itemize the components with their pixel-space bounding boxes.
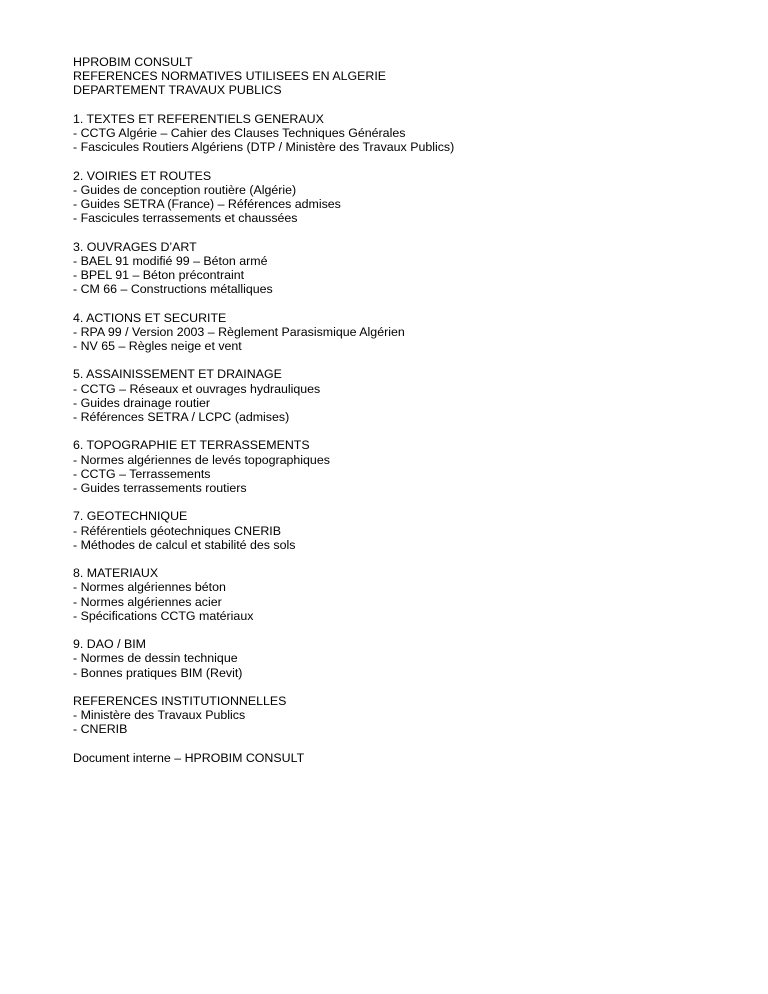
department-name: DEPARTEMENT TRAVAUX PUBLICS: [73, 83, 282, 98]
list-item: - NV 65 – Règles neige et vent: [73, 339, 242, 353]
list-item: - Normes de dessin technique: [73, 651, 238, 666]
section-heading: REFERENCES INSTITUTIONNELLES: [73, 693, 287, 708]
list-item: - Normes algériennes acier: [73, 594, 222, 609]
list-item: - Normes algériennes de levés topographiques: [73, 452, 330, 467]
document-title: REFERENCES NORMATIVES UTILISEES EN ALGERIE: [73, 69, 387, 84]
section-heading: 8. MATERIAUX: [73, 566, 159, 581]
section-references-institutionnelles: [73, 694, 733, 737]
list-item: - Fascicules terrassements et chaussées: [73, 211, 298, 226]
list-item: - CM 66 – Constructions métalliques: [73, 282, 273, 297]
section-heading: 9. DAO / BIM: [73, 637, 146, 652]
section-assainissement-drainage: [73, 367, 733, 424]
section-ouvrages-art: [73, 240, 733, 297]
section-heading: 6. TOPOGRAPHIE ET TERRASSEMENTS: [73, 438, 310, 453]
list-item: - Bonnes pratiques BIM (Revit): [73, 665, 243, 680]
document-page: [73, 55, 733, 765]
list-item: - BAEL 91 modifié 99 – Béton armé: [73, 253, 268, 268]
section-heading: 7. GEOTECHNIQUE: [73, 509, 188, 524]
section-heading: 4. ACTIONS ET SECURITE: [73, 310, 227, 325]
list-item: - CCTG – Réseaux et ouvrages hydrauliques: [73, 381, 321, 396]
list-item: - BPEL 91 – Béton précontraint: [73, 268, 245, 282]
list-item: - Guides de conception routière (Algérie): [73, 182, 297, 197]
document-header: [73, 55, 733, 98]
section-actions-securite: [73, 311, 733, 354]
list-item: - RPA 99 / Version 2003 – Règlement Parasismique Algérien: [73, 324, 405, 339]
list-item: - Fascicules Routiers Algériens (DTP / Ministère des Travaux Publics): [73, 140, 455, 155]
list-item: - Spécifications CCTG matériaux: [73, 608, 254, 623]
list-item: - Guides terrassements routiers: [73, 481, 247, 495]
section-heading: 1. TEXTES ET REFERENTIELS GENERAUX: [73, 111, 324, 126]
list-item: - Références SETRA / LCPC (admises): [73, 410, 290, 424]
document-footer: [73, 751, 733, 765]
section-textes-referentiels: [73, 112, 733, 155]
list-item: - CCTG Algérie – Cahier des Clauses Techniques Générales: [73, 126, 406, 140]
footer-note: Document interne – HPROBIM CONSULT: [73, 750, 305, 765]
list-item: - Normes algériennes béton: [73, 580, 226, 595]
list-item: - Guides drainage routier: [73, 395, 211, 410]
company-name: HPROBIM CONSULT: [73, 55, 193, 69]
list-item: - CNERIB: [73, 722, 128, 737]
list-item: - CCTG – Terrassements: [73, 466, 211, 481]
section-materiaux: [73, 566, 733, 623]
section-heading: 5. ASSAINISSEMENT ET DRAINAGE: [73, 367, 282, 382]
section-dao-bim: [73, 637, 733, 680]
section-geotechnique: [73, 509, 733, 552]
list-item: - Ministère des Travaux Publics: [73, 708, 246, 723]
list-item: - Guides SETRA (France) – Références admises: [73, 197, 341, 211]
section-heading: 3. OUVRAGES D’ART: [73, 239, 197, 254]
section-voiries-routes: [73, 169, 733, 226]
section-topographie-terrassements: [73, 438, 733, 495]
section-heading: 2. VOIRIES ET ROUTES: [73, 168, 212, 183]
list-item: - Méthodes de calcul et stabilité des sols: [73, 537, 296, 552]
list-item: - Référentiels géotechniques CNERIB: [73, 523, 281, 538]
